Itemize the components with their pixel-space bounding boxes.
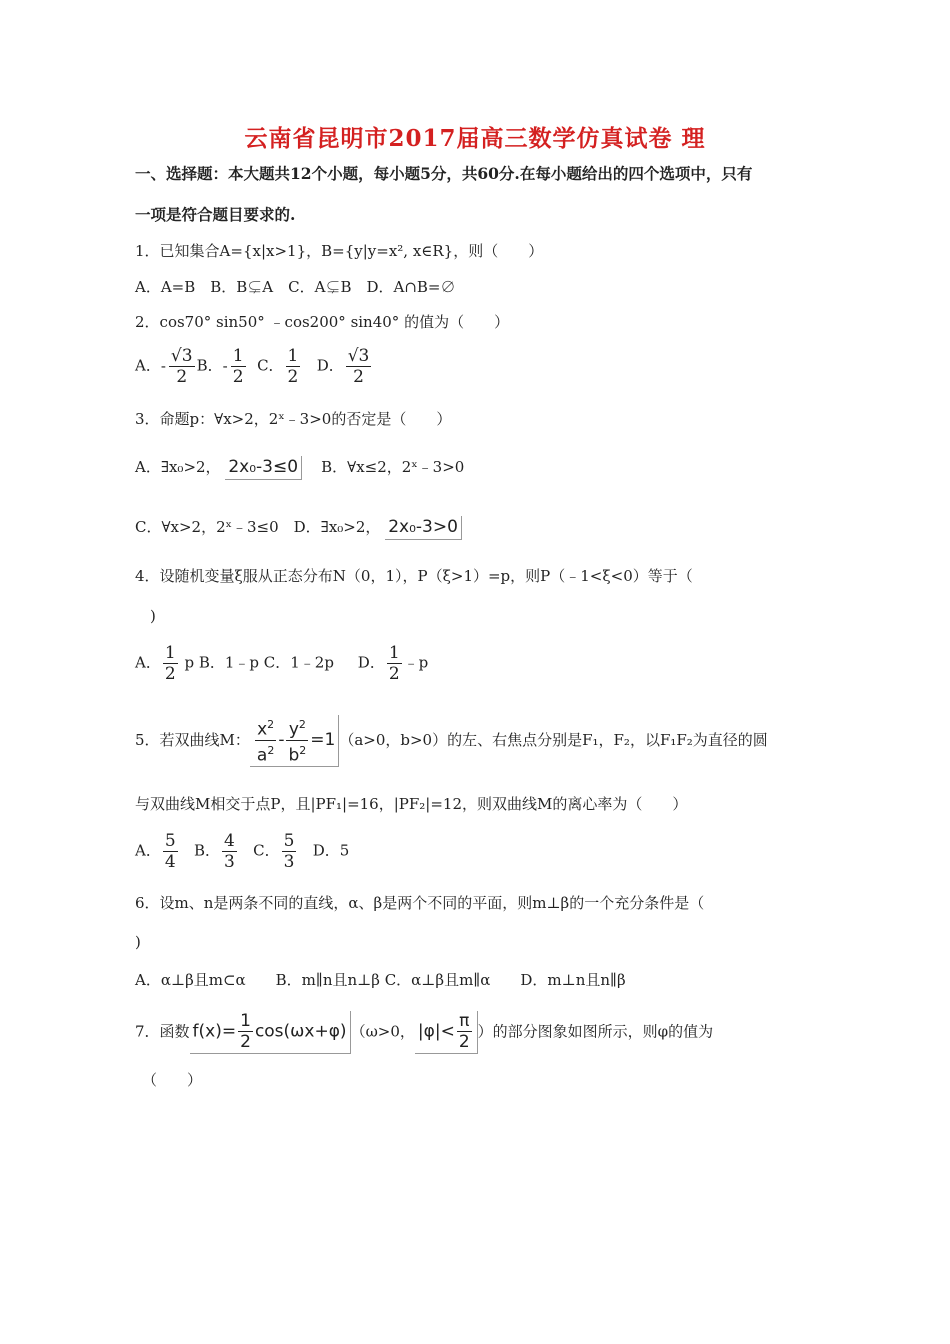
q5-options [135,831,349,872]
q7-stem-line2: （ ） [142,1071,203,1089]
numerator: 5 [164,831,176,851]
q5-stem-line2: 与双曲线M相交于点P，且|PF₁|=16，|PF₂|=12，则双曲线M的离心率为（ ） [135,795,688,813]
q2-option-d-label: D． [316,356,344,375]
q4-option-a-tail: p [184,653,195,672]
q7-phi-condition [415,1011,478,1054]
var-y: y [288,719,299,740]
q5-stem-post: （a>0，b>0）的左、右焦点分别是F₁，F₂，以F₁F₂为直径的圆 [339,731,768,750]
q3-option-b: B．∀x≤2，2ˣ﹣3>0 [321,458,465,476]
q3-option-a-formula: 2x₀-3≤0 [225,456,302,480]
denominator: 3 [224,852,235,872]
q2-stem: 2．cos70° sin50° ﹣cos200° sin40° 的值为（ ） [135,313,510,331]
exponent: 2 [267,718,275,731]
denominator: 3 [283,852,295,872]
q3-options-cd [135,516,462,540]
q3-option-c-d-label: C．∀x>2，2ˣ﹣3≤0 D．∃x₀>2， [135,518,381,536]
denominator: 2 [287,367,299,387]
half-fraction [238,1011,253,1052]
numerator: 1 [287,346,299,366]
q5-option-a-fraction [163,831,178,872]
q2-option-b-fraction [231,346,246,387]
q5-option-a-label: A． [135,841,161,860]
numerator: 4 [224,831,235,851]
q5-option-c-fraction [282,831,297,872]
q5-stem-pre: 5．若双曲线M： [135,731,250,750]
numerator: 1 [388,643,400,663]
q3-option-d-formula: 2x₀-3>0 [385,516,462,540]
denominator: 2 [232,367,244,387]
var-x: x [257,719,268,740]
exponent: 2 [299,743,307,757]
q4-options [135,643,428,684]
q4-option-a-fraction [163,643,178,684]
denominator: 2 [176,367,188,387]
q6-stem: 6．设m、n是两条不同的直线，α、β是两个不同的平面，则m⊥β的一个充分条件是（ [135,894,705,912]
q4-option-d-fraction [387,643,402,684]
q4-option-a-label: A． [135,653,161,672]
denominator: 2 [458,1032,470,1052]
q5-stem-line1 [135,715,768,767]
q6-options: A．α⊥β且m⊂α B．m∥n且n⊥β C．α⊥β且m∥α D．m⊥n且n∥β [135,971,626,989]
q2-option-d-fraction [346,346,372,387]
denominator: 2 [240,1032,251,1052]
pi-over-2-fraction [457,1011,472,1052]
numerator: 5 [283,831,295,851]
numerator: π [457,1011,472,1032]
numerator: 1 [232,346,244,366]
q2-option-a-fraction [169,346,195,387]
minus-sign: - [160,356,166,375]
denominator: 2 [353,367,364,387]
q4-stem-end: ) [150,607,156,625]
var-b: b [288,745,300,766]
q3-options-ab [135,456,464,480]
numerator: √3 [347,346,370,366]
q3-stem: 3．命题p：∀x>2，2ˣ﹣3>0的否定是（ ） [135,410,452,428]
q4-option-bc: B．1﹣p C．1﹣2p [198,653,334,672]
q3-option-a-label: A．∃x₀>2， [135,458,221,476]
q2-option-c-fraction [286,346,301,387]
denominator: 2 [164,664,176,684]
q7-stem-mid: （ω>0， [350,1022,415,1041]
exponent: 2 [267,743,275,757]
section-heading-line2: 一项是符合题目要求的. [135,205,296,224]
q5-option-b-fraction [222,831,237,872]
q7-stem-pre: 7．函数 [135,1022,190,1041]
phi-abs: |φ|< [417,1021,455,1042]
q2-option-a-label: A． [135,356,161,375]
q7-stem-post: ）的部分图象如图所示，则φ的值为 [477,1022,714,1041]
q2-options [135,346,373,387]
denominator [255,741,276,766]
q5-option-c-label: C． [253,841,280,860]
q2-option-b-label: B． [196,356,223,375]
denominator: 4 [164,852,176,872]
minus-sign: - [222,356,228,375]
q1-options: A．A=B B．B⊊A C．A⊊B D．A∩B=∅ [135,278,456,296]
q7-function-formula [190,1011,351,1054]
q7-stem-line1 [135,1011,713,1054]
numerator: 1 [240,1011,251,1031]
f-of-x: f(x)= [192,1021,237,1042]
x-over-a-fraction [255,715,276,765]
q4-stem: 4．设随机变量ξ服从正态分布N（0，1），P（ξ>1）=p，则P（﹣1<ξ<0）等于（ [135,567,693,585]
q5-hyperbola-formula: $\frac{x^2}{a^2}$ - $\frac{y^2}{b^2}$ =1 [250,715,339,767]
q5-option-d: D．5 [312,841,350,860]
var-a: a [256,745,268,766]
denominator [286,741,308,766]
q4-option-d-tail: ﹣p [403,653,429,672]
numerator: 1 [164,643,176,663]
q6-stem-end: ) [135,933,141,951]
numerator [286,715,308,741]
y-over-b-fraction [286,715,308,765]
q5-option-b-label: B． [193,841,221,860]
numerator [255,715,276,741]
page-title: 云南省昆明市2017届高三数学仿真试卷 理 [244,125,706,152]
numerator: √3 [170,346,193,366]
q1-stem: 1．已知集合A={x|x>1}，B={y|y=x², x∈R}，则（ ） [135,242,544,260]
exponent: 2 [298,718,306,731]
q4-option-d-label: D． [357,653,385,672]
denominator: 2 [388,664,400,684]
cos-term: cos(ωx+φ) [254,1021,347,1042]
rhs: =1 [310,730,336,751]
section-heading-line1: 一、选择题：本大题共12个小题，每小题5分，共60分.在每小题给出的四个选项中，只有 [135,164,753,183]
q2-option-c-label: C． [257,356,284,375]
